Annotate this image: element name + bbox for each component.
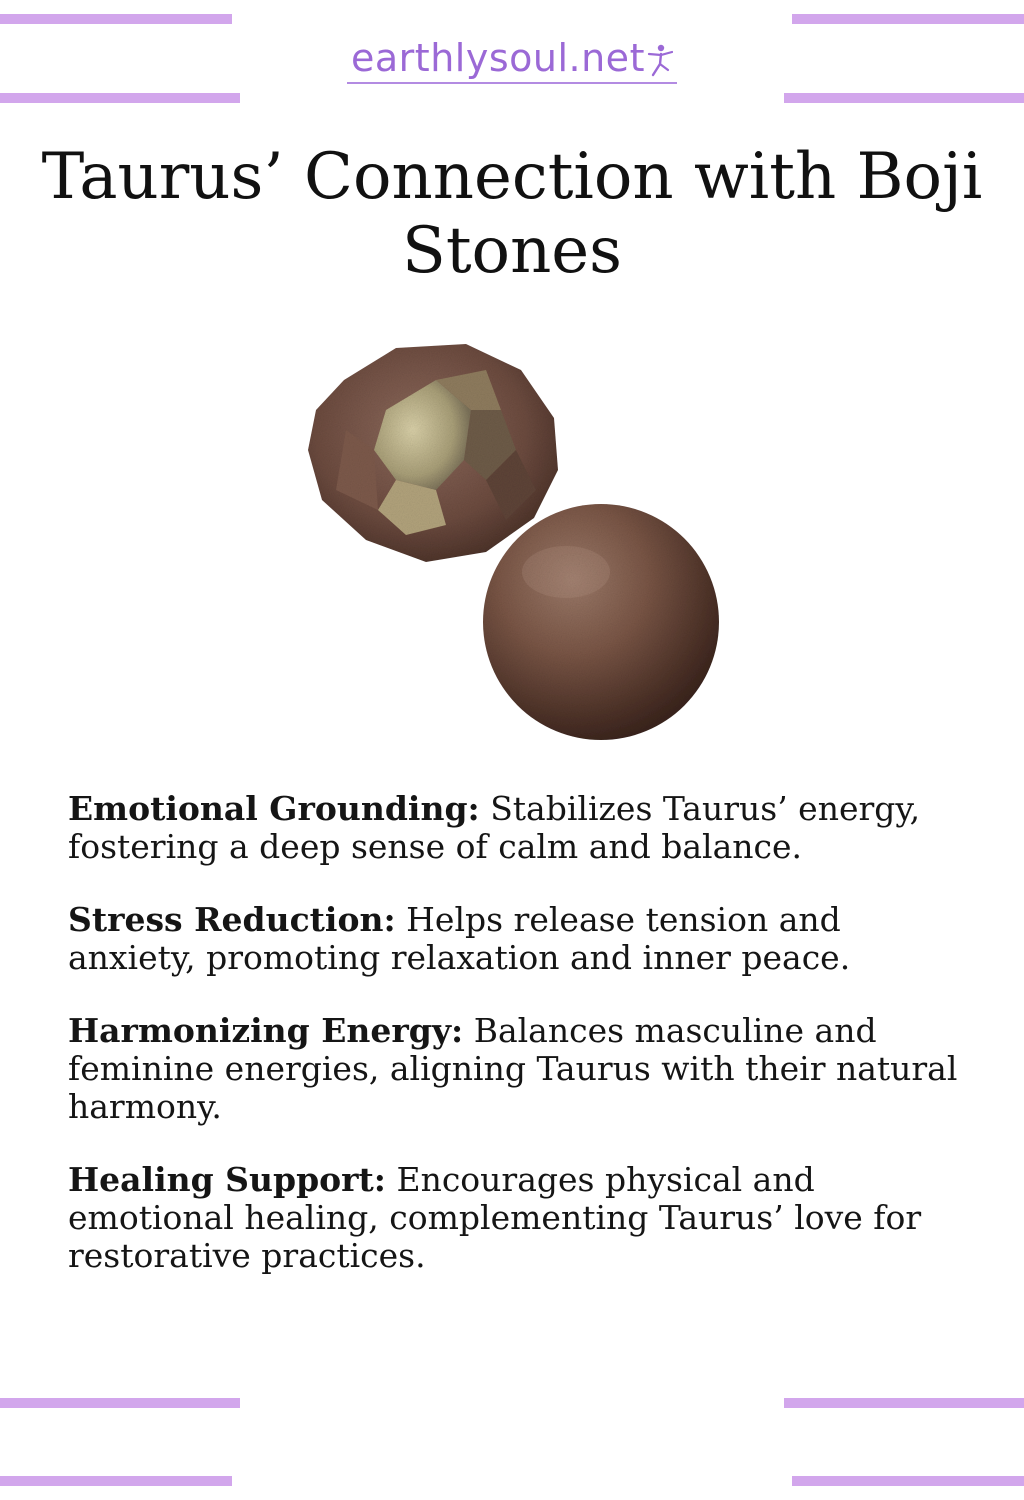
benefits-list — [68, 790, 968, 1310]
page-title: Taurus’ Connection with Boji Stones — [41, 140, 983, 288]
decorative-bar-top-left-2 — [0, 93, 240, 103]
benefit-stress-reduction — [68, 901, 968, 977]
benefit-label: Harmonizing Energy: — [68, 1011, 464, 1050]
benefit-healing-support — [68, 1161, 968, 1275]
benefit-text: Balances masculine and feminine energies, aligning Taurus with their natural harmony. — [68, 1011, 958, 1126]
decorative-bar-bottom-left-1 — [0, 1398, 240, 1408]
benefit-emotional-grounding — [68, 790, 968, 866]
dancer-icon — [647, 43, 673, 77]
decorative-bar-bottom-left-2 — [0, 1476, 232, 1486]
benefit-label: Stress Reduction: — [68, 900, 396, 939]
benefit-label: Healing Support: — [68, 1160, 386, 1199]
decorative-bar-bottom-right-2 — [792, 1476, 1024, 1486]
boji-stones-image — [296, 340, 728, 750]
logo-label: earthlysoul.net — [351, 36, 645, 80]
benefit-text: Stabilizes Taurus’ energy, fostering a deep sense of calm and balance. — [68, 789, 921, 866]
site-logo[interactable] — [0, 36, 1024, 84]
logo-text — [347, 36, 677, 84]
decorative-bar-top-left-1 — [0, 14, 232, 24]
decorative-bar-bottom-right-1 — [784, 1398, 1024, 1408]
smooth-boji-stone — [483, 504, 719, 740]
benefit-label: Emotional Grounding: — [68, 789, 480, 828]
rough-boji-stone — [308, 344, 558, 562]
benefit-harmonizing-energy — [68, 1012, 968, 1126]
decorative-bar-top-right-2 — [784, 93, 1024, 103]
benefit-text: Helps release tension and anxiety, promoting relaxation and inner peace. — [68, 900, 851, 977]
decorative-bar-top-right-1 — [792, 14, 1024, 24]
benefit-text: Encourages physical and emotional healing, complementing Taurus’ love for restorative practices. — [68, 1160, 922, 1275]
